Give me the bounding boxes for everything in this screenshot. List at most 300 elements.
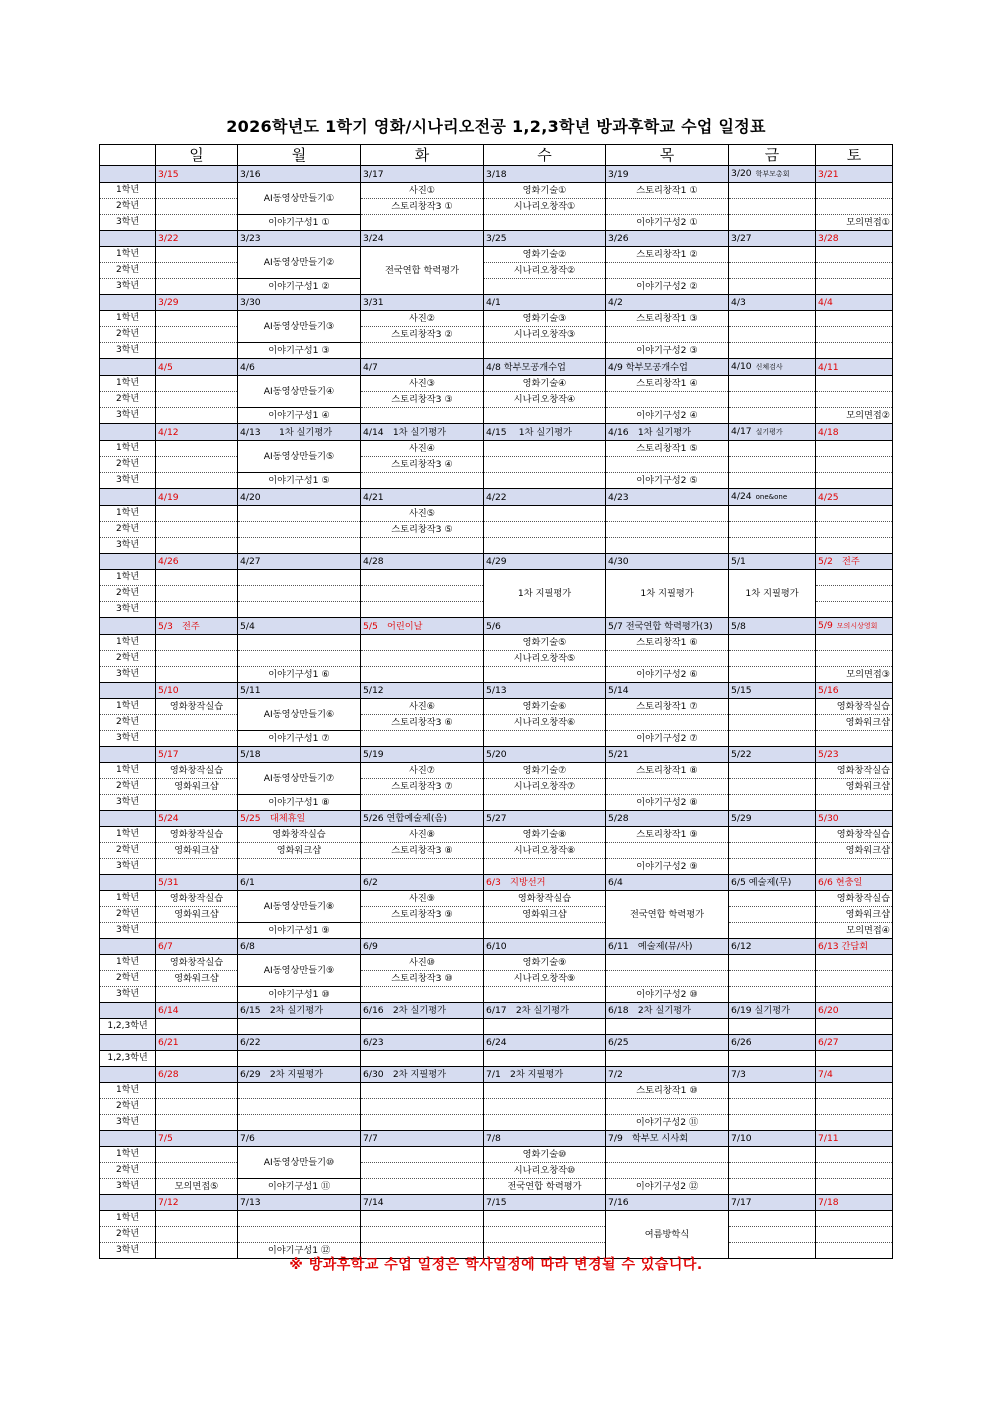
schedule-cell: [238, 522, 361, 538]
schedule-cell: 모의면접⑤: [156, 1179, 238, 1195]
date-cell: [156, 875, 238, 891]
date-text: 7/11: [818, 1133, 839, 1144]
date-text: 5/26 연합예술제(음): [363, 813, 447, 824]
grade-row: [100, 1211, 893, 1227]
grade-row: [100, 731, 893, 747]
date-cell: [606, 166, 729, 183]
date-cell: [238, 875, 361, 891]
date-text: 7/18: [818, 1197, 839, 1208]
schedule-cell: 모의면접④: [816, 923, 893, 939]
schedule-cell: 이야기구성2 ③: [606, 343, 729, 359]
date-cell: [729, 1131, 816, 1147]
date-text: 7/8: [486, 1133, 501, 1144]
grade-label: 2학년: [100, 327, 156, 343]
schedule-cell: [361, 473, 484, 489]
schedule-cell: [484, 538, 606, 554]
schedule-cell: [729, 1019, 816, 1035]
date-text: 5/16: [818, 685, 839, 696]
grade-label: 2학년: [100, 263, 156, 279]
schedule-cell: [729, 763, 816, 779]
schedule-cell: 영화창작실습: [484, 891, 606, 907]
schedule-cell: AI동영상만들기⑧: [238, 891, 361, 923]
schedule-cell: 스토리창작3 ④: [361, 457, 484, 473]
schedule-cell: 시나리오창작④: [484, 392, 606, 408]
schedule-cell: 영화창작실습: [816, 891, 893, 907]
schedule-cell: [729, 827, 816, 843]
schedule-cell: [484, 1211, 606, 1227]
date-cell: [816, 166, 893, 183]
date-text: 3/20: [731, 168, 752, 179]
schedule-cell: [729, 795, 816, 811]
schedule-cell: [156, 1227, 238, 1243]
grade-row: [100, 763, 893, 779]
date-text: 4/29: [486, 556, 507, 567]
schedule-cell: [816, 343, 893, 359]
schedule-cell: [729, 199, 816, 215]
date-text: 3/19: [608, 168, 629, 180]
date-text: 3/25: [486, 233, 507, 244]
schedule-cell: [361, 1179, 484, 1195]
date-text: 5/31: [158, 877, 179, 888]
date-row-spacer: [100, 489, 156, 506]
date-cell: [606, 939, 729, 955]
grade-label: 2학년: [100, 199, 156, 215]
date-text: 5/6: [486, 620, 501, 632]
schedule-cell: [606, 971, 729, 987]
schedule-cell: [729, 955, 816, 971]
schedule-cell: 이야기구성2 ⑩: [606, 987, 729, 1003]
schedule-cell: 이야기구성2 ⑪: [606, 1115, 729, 1131]
date-text: 6/29 2차 지필평가: [240, 1069, 323, 1080]
grade-label: 1,2,3학년: [100, 1051, 156, 1067]
date-cell: [238, 554, 361, 570]
date-cell: [238, 1195, 361, 1211]
date-text: 5/10: [158, 685, 179, 696]
schedule-cell: [816, 795, 893, 811]
schedule-cell: [361, 586, 484, 602]
date-cell: [238, 1067, 361, 1083]
date-cell: [729, 554, 816, 570]
date-cell: [361, 231, 484, 247]
schedule-cell: [156, 1211, 238, 1227]
schedule-cell: [729, 859, 816, 875]
grade-label: 2학년: [100, 457, 156, 473]
schedule-cell: 이야기구성1 ⑧: [238, 795, 361, 811]
schedule-cell: [816, 971, 893, 987]
schedule-cell: 1차 지필평가: [484, 570, 606, 618]
schedule-cell: 시나리오창작⑤: [484, 651, 606, 667]
grade-row: [100, 699, 893, 715]
date-cell: [361, 1035, 484, 1051]
grade-label: 2학년: [100, 651, 156, 667]
schedule-cell: [238, 1227, 361, 1243]
date-text: 7/12: [158, 1197, 179, 1208]
schedule-cell: AI동영상만들기⑥: [238, 699, 361, 731]
date-text: 5/5 어린이날: [363, 620, 423, 632]
schedule-cell: [156, 522, 238, 538]
date-cell: [729, 618, 816, 635]
date-row: [100, 1195, 893, 1211]
schedule-cell: [816, 327, 893, 343]
schedule-cell: [156, 215, 238, 231]
date-cell: [361, 747, 484, 763]
schedule-cell: 영화기술④: [484, 376, 606, 392]
grade-row: [100, 827, 893, 843]
schedule-cell: [484, 457, 606, 473]
date-text: 7/10: [731, 1133, 752, 1144]
grade-row: [100, 923, 893, 939]
schedule-cell: [816, 199, 893, 215]
date-cell: [816, 1003, 893, 1019]
date-cell: [156, 618, 238, 635]
date-text: 3/26: [608, 233, 629, 244]
date-cell: [816, 747, 893, 763]
schedule-cell: AI동영상만들기⑤: [238, 441, 361, 473]
date-cell: [484, 489, 606, 506]
grade-row: [100, 1179, 893, 1195]
date-text: 6/25: [608, 1037, 629, 1048]
schedule-cell: [238, 651, 361, 667]
date-text: 6/1: [240, 877, 255, 888]
schedule-cell: [156, 457, 238, 473]
date-text: 5/14: [608, 685, 629, 696]
date-row: [100, 939, 893, 955]
schedule-cell: [361, 1147, 484, 1163]
schedule-cell: [156, 343, 238, 359]
schedule-cell: [729, 971, 816, 987]
date-cell: [729, 683, 816, 699]
date-cell: [606, 747, 729, 763]
date-text: 5/18: [240, 749, 261, 760]
date-text: 7/15: [486, 1197, 507, 1208]
schedule-cell: [816, 247, 893, 263]
schedule-cell: [606, 955, 729, 971]
date-text: 4/25: [818, 491, 839, 503]
date-text: 7/17: [731, 1197, 752, 1208]
schedule-cell: [606, 506, 729, 522]
schedule-cell: [816, 183, 893, 199]
schedule-cell: 이야기구성2 ⑧: [606, 795, 729, 811]
date-cell: [606, 359, 729, 376]
schedule-cell: 영화워크샵: [238, 843, 361, 859]
schedule-cell: [729, 457, 816, 473]
date-cell: [361, 424, 484, 441]
schedule-cell: [816, 602, 893, 618]
schedule-cell: 이야기구성2 ⑦: [606, 731, 729, 747]
date-text: 3/22: [158, 233, 179, 244]
date-cell: [484, 811, 606, 827]
date-cell: [484, 1003, 606, 1019]
date-text: 6/28: [158, 1069, 179, 1080]
schedule-cell: [606, 199, 729, 215]
date-text: 6/18 2차 실기평가: [608, 1005, 691, 1016]
date-text: 5/28: [608, 813, 629, 824]
schedule-cell: 사진⑨: [361, 891, 484, 907]
date-text: 4/10: [731, 361, 752, 372]
schedule-cell: AI동영상만들기⑨: [238, 955, 361, 987]
grade-label: 1학년: [100, 1211, 156, 1227]
date-text: 7/1 2차 지필평가: [486, 1069, 564, 1080]
grade-row: [100, 457, 893, 473]
schedule-cell: [156, 923, 238, 939]
schedule-cell: 영화창작실습: [156, 763, 238, 779]
date-cell: [238, 166, 361, 183]
schedule-cell: 이야기구성2 ⑤: [606, 473, 729, 489]
schedule-cell: [729, 1083, 816, 1099]
schedule-cell: [361, 1227, 484, 1243]
date-cell: [484, 359, 606, 376]
grade-row: [100, 247, 893, 263]
schedule-cell: [729, 923, 816, 939]
schedule-cell: 스토리창작3 ⑩: [361, 971, 484, 987]
date-text: 6/9: [363, 941, 378, 952]
schedule-cell: 사진⑦: [361, 763, 484, 779]
schedule-cell: 이야기구성1 ⑨: [238, 923, 361, 939]
schedule-cell: [816, 473, 893, 489]
schedule-cell: 시나리오창작⑧: [484, 843, 606, 859]
schedule-cell: 시나리오창작③: [484, 327, 606, 343]
schedule-cell: [729, 522, 816, 538]
schedule-cell: [606, 1019, 729, 1035]
date-cell: [238, 424, 361, 441]
schedule-cell: [156, 635, 238, 651]
date-cell: [816, 424, 893, 441]
schedule-cell: [606, 1163, 729, 1179]
date-row: [100, 875, 893, 891]
date-cell: [484, 1035, 606, 1051]
date-text: 6/22: [240, 1037, 261, 1048]
date-text: 7/14: [363, 1197, 384, 1208]
schedule-cell: [156, 1019, 238, 1035]
date-text: 5/11: [240, 685, 261, 696]
schedule-cell: [816, 987, 893, 1003]
date-cell: [156, 489, 238, 506]
date-cell: [816, 939, 893, 955]
date-text: 4/30: [608, 556, 629, 567]
date-cell: [729, 489, 816, 506]
schedule-cell: [156, 1051, 238, 1067]
schedule-cell: [729, 263, 816, 279]
date-cell: [361, 1067, 484, 1083]
schedule-cell: 사진⑧: [361, 827, 484, 843]
schedule-cell: 영화기술①: [484, 183, 606, 199]
date-text: 4/8 학부모공개수업: [486, 361, 566, 373]
date-cell: [156, 166, 238, 183]
grade-label: 3학년: [100, 1179, 156, 1195]
date-text: 4/19: [158, 491, 179, 503]
schedule-cell: [156, 441, 238, 457]
grade-label: 3학년: [100, 408, 156, 424]
grade-label: 3학년: [100, 473, 156, 489]
schedule-cell: [816, 457, 893, 473]
date-text: 7/13: [240, 1197, 261, 1208]
date-text: 5/17: [158, 749, 179, 760]
day-header-5: 금: [729, 145, 816, 166]
grade-row: [100, 199, 893, 215]
schedule-cell: 시나리오창작①: [484, 199, 606, 215]
grade-label: 2학년: [100, 586, 156, 602]
date-cell: [816, 618, 893, 635]
date-text: 6/3 지방선거: [486, 877, 546, 888]
grade-row: [100, 279, 893, 295]
date-cell: [816, 1035, 893, 1051]
date-text: 6/12: [731, 941, 752, 952]
schedule-cell: 이야기구성1 ④: [238, 408, 361, 424]
date-text: 4/7: [363, 361, 378, 373]
schedule-cell: 영화워크샵: [816, 715, 893, 731]
grade-row: [100, 843, 893, 859]
date-row: [100, 1003, 893, 1019]
date-text: 5/7 전국연합 학력평가(3): [608, 620, 713, 632]
schedule-cell: [361, 859, 484, 875]
date-cell: [816, 554, 893, 570]
schedule-cell: 시나리오창작⑨: [484, 971, 606, 987]
schedule-cell: 시나리오창작⑩: [484, 1163, 606, 1179]
schedule-cell: [484, 987, 606, 1003]
schedule-cell: [729, 279, 816, 295]
schedule-cell: [238, 506, 361, 522]
schedule-cell: [729, 183, 816, 199]
day-header-0: 일: [156, 145, 238, 166]
schedule-cell: [816, 1019, 893, 1035]
date-cell: [361, 166, 484, 183]
grade-label: 1학년: [100, 183, 156, 199]
schedule-cell: [816, 1051, 893, 1067]
date-cell: [361, 683, 484, 699]
date-text: 4/17: [731, 426, 752, 437]
schedule-cell: [729, 731, 816, 747]
date-cell: [238, 489, 361, 506]
schedule-cell: [729, 843, 816, 859]
date-cell: [238, 1131, 361, 1147]
date-text: 7/6: [240, 1133, 255, 1144]
date-text: 7/16: [608, 1197, 629, 1208]
schedule-cell: [156, 327, 238, 343]
date-cell: [729, 295, 816, 311]
schedule-cell: [606, 1051, 729, 1067]
date-row: [100, 683, 893, 699]
date-text: 5/3 전주: [158, 620, 200, 632]
date-text: 5/21: [608, 749, 629, 760]
date-text: 5/24: [158, 813, 179, 824]
schedule-cell: 영화워크샵: [816, 779, 893, 795]
date-cell: [816, 1131, 893, 1147]
date-text: 4/18: [818, 426, 839, 438]
date-text: 5/1: [731, 556, 746, 567]
date-text: 6/21: [158, 1037, 179, 1048]
schedule-cell: [156, 602, 238, 618]
date-cell: [606, 1195, 729, 1211]
all-grades-row: [100, 1051, 893, 1067]
schedule-cell: [729, 1179, 816, 1195]
grade-row: [100, 570, 893, 586]
schedule-cell: [361, 215, 484, 231]
date-cell: [156, 1035, 238, 1051]
date-cell: [729, 1195, 816, 1211]
grade-row: [100, 1115, 893, 1131]
date-row: [100, 618, 893, 635]
grade-label: 3학년: [100, 538, 156, 554]
schedule-cell: [729, 635, 816, 651]
grade-label: 3학년: [100, 1243, 156, 1259]
date-row-spacer: [100, 1003, 156, 1019]
date-text: 7/3: [731, 1069, 746, 1080]
schedule-cell: 영화창작실습: [156, 955, 238, 971]
date-note: 학부모총회: [755, 170, 790, 178]
date-cell: [361, 1003, 484, 1019]
date-text: 5/25 대체휴일: [240, 813, 306, 824]
date-text: 6/16 2차 실기평가: [363, 1005, 446, 1016]
schedule-cell: [238, 1051, 361, 1067]
date-cell: [816, 1195, 893, 1211]
schedule-cell: [484, 1019, 606, 1035]
date-row: [100, 1067, 893, 1083]
grade-row: [100, 1147, 893, 1163]
schedule-cell: 이야기구성1 ⑫: [238, 1243, 361, 1259]
schedule-cell: 스토리창작1 ③: [606, 311, 729, 327]
grade-row: [100, 987, 893, 1003]
schedule-cell: [816, 441, 893, 457]
schedule-cell: [361, 1115, 484, 1131]
grade-row: [100, 263, 893, 279]
grade-label: 1학년: [100, 311, 156, 327]
date-row-spacer: [100, 747, 156, 763]
date-text: 4/14 1차 실기평가: [363, 426, 446, 438]
date-text: 5/15: [731, 685, 752, 696]
schedule-cell: [484, 279, 606, 295]
schedule-cell: 이야기구성2 ④: [606, 408, 729, 424]
grade-row: [100, 1099, 893, 1115]
day-header-2: 화: [361, 145, 484, 166]
schedule-cell: 스토리창작1 ②: [606, 247, 729, 263]
grade-row: [100, 955, 893, 971]
date-cell: [156, 231, 238, 247]
schedule-cell: [729, 699, 816, 715]
date-text: 5/8: [731, 620, 746, 632]
schedule-cell: 스토리창작1 ⑨: [606, 827, 729, 843]
schedule-cell: [729, 891, 816, 907]
grade-row: [100, 651, 893, 667]
date-cell: [156, 424, 238, 441]
schedule-cell: 스토리창작3 ①: [361, 199, 484, 215]
date-row: [100, 424, 893, 441]
schedule-cell: [156, 859, 238, 875]
date-text: 3/18: [486, 168, 507, 180]
grade-label: 2학년: [100, 522, 156, 538]
schedule-cell: [484, 795, 606, 811]
date-cell: [484, 554, 606, 570]
all-grades-row: [100, 1019, 893, 1035]
date-cell: [729, 1035, 816, 1051]
date-row-spacer: [100, 1195, 156, 1211]
schedule-cell: [484, 506, 606, 522]
grade-label: 1학년: [100, 763, 156, 779]
date-text: 6/30 2차 지필평가: [363, 1069, 446, 1080]
date-cell: [606, 424, 729, 441]
grade-label: 2학년: [100, 971, 156, 987]
grade-row: [100, 1227, 893, 1243]
schedule-cell: 사진③: [361, 376, 484, 392]
grade-label: 3학년: [100, 987, 156, 1003]
schedule-cell: 영화창작실습: [238, 827, 361, 843]
date-row-spacer: [100, 231, 156, 247]
grade-label: 2학년: [100, 843, 156, 859]
date-cell: [484, 1131, 606, 1147]
grade-row: [100, 473, 893, 489]
date-row-spacer: [100, 1067, 156, 1083]
date-text: 7/5: [158, 1133, 173, 1144]
grade-row: [100, 635, 893, 651]
